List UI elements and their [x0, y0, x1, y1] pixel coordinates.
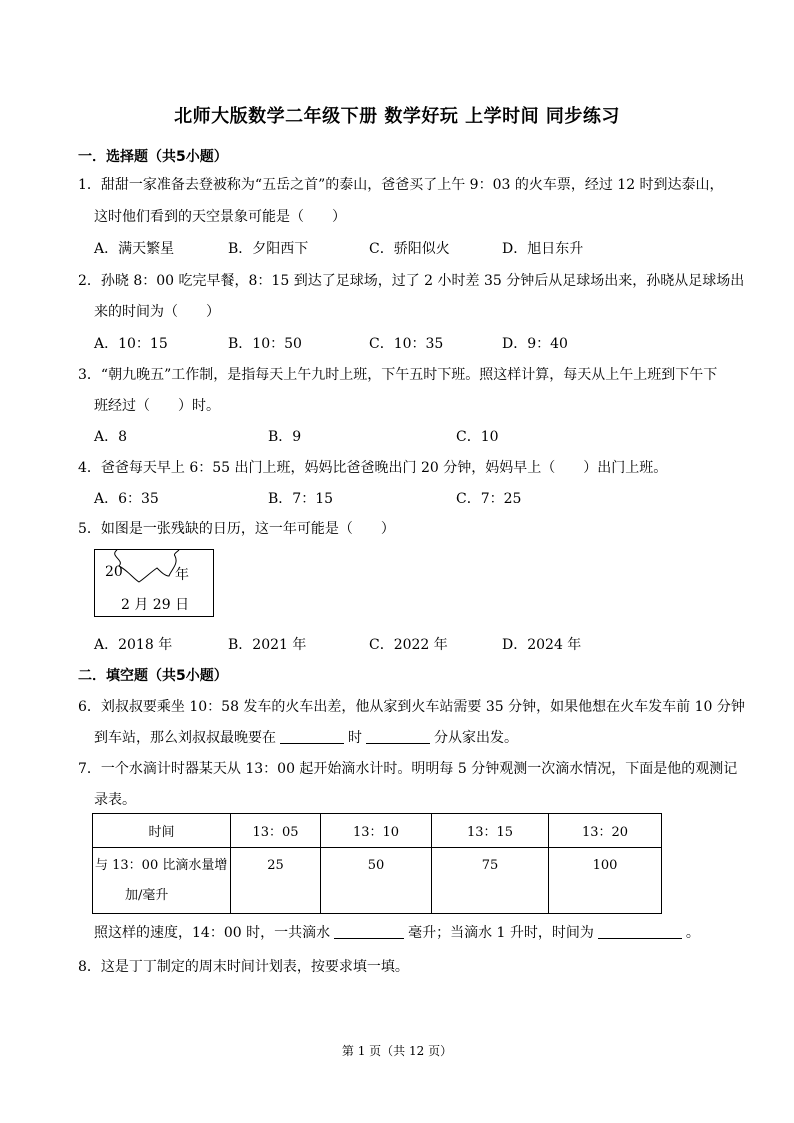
question-7-text-cont: 录表。 [94, 792, 136, 808]
q2-option-b: B．10：50 [228, 336, 302, 352]
calendar-year-prefix: 20 [105, 564, 123, 580]
question-6-text: 6．刘叔叔要乘坐 10：58 发车的火车出差，他从家到火车站需要 35 分钟，如果他想在火车发车前 10 分钟 [78, 699, 745, 715]
section-heading-fill: 二．填空题（共5小题） [78, 668, 228, 684]
question-8-text: 8．这是丁丁制定的周末时间计划表，按要求填一填。 [78, 959, 409, 975]
q1-option-d: D．旭日东升 [502, 241, 584, 257]
table-header-amount-line2: 加/毫升 [125, 887, 169, 903]
table-cell-amount: 100 [549, 848, 662, 914]
table-cell-amount: 25 [231, 848, 321, 914]
q4-option-c: C．7：25 [456, 491, 522, 507]
q2-option-d: D．9：40 [502, 336, 568, 352]
section-heading-choice: 一．选择题（共5小题） [78, 149, 228, 165]
q2-option-a: A．10：15 [94, 336, 168, 352]
torn-calendar-figure [94, 549, 214, 617]
question-3-text-cont: 班经过（ ）时。 [94, 398, 220, 414]
q6-minute-blank[interactable] [366, 729, 430, 744]
q7-text-part-a: 照这样的速度，14：00 时，一共滴水 [94, 925, 331, 941]
table-cell-time: 13：20 [549, 814, 662, 848]
q7-text-part-c: 。 [685, 925, 700, 941]
question-3-text: 3．“朝九晚五”工作制，是指每天上午九时上班，下午五时下班。照这样计算，每天从上午上班到下午下 [78, 367, 718, 383]
question-4-text: 4．爸爸每天早上 6：55 出门上班，妈妈比爸爸晚出门 20 分钟，妈妈早上（ ）出门上班。 [78, 460, 668, 476]
table-cell-amount: 50 [321, 848, 432, 914]
question-7-followup [94, 922, 700, 942]
q6-hour-blank[interactable] [280, 729, 344, 744]
table-cell-time: 13：15 [432, 814, 549, 848]
q2-option-c: C．10：35 [369, 336, 444, 352]
q1-option-b: B．夕阳西下 [228, 241, 309, 257]
question-1-text: 1．甜甜一家准备去登被称为“五岳之首”的泰山，爸爸买了上午 9：03 的火车票，经过 12 时到达泰山， [78, 177, 724, 193]
table-cell-time: 13：10 [321, 814, 432, 848]
q6-text-part-b: 时 [348, 730, 362, 746]
q5-option-b: B．2021 年 [228, 637, 307, 653]
table-cell-amount: 75 [432, 848, 549, 914]
calendar-date: 2 月 29 日 [121, 597, 190, 613]
question-7-text: 7．一个水滴计时器某天从 13：00 起开始滴水计时。明明每 5 分钟观测一次滴水情况，下面是他的观测记 [78, 761, 738, 777]
q5-option-d: D．2024 年 [502, 637, 582, 653]
question-2-text-cont: 来的时间为（ ） [94, 304, 220, 320]
question-6-text-cont [94, 727, 518, 747]
q6-text-part-a: 到车站，那么刘叔叔最晚要在 [94, 730, 276, 746]
q4-option-a: A．6：35 [94, 491, 159, 507]
question-2-text: 2．孙晓 8：00 吃完早餐，8：15 到达了足球场，过了 2 小时差 35 分钟后从足球场出来，孙晓从足球场出 [78, 273, 745, 289]
q5-option-a: A．2018 年 [94, 637, 173, 653]
question-5-text: 5．如图是一张残缺的日历，这一年可能是（ ） [78, 521, 395, 537]
q7-amount-blank[interactable] [334, 924, 404, 939]
observation-table [92, 813, 662, 914]
calendar-year-suffix: 年 [175, 567, 189, 583]
table-header-amount-line1: 与 13：00 比滴水量增 [95, 857, 228, 873]
q1-option-a: A．满天繁星 [94, 241, 175, 257]
q1-option-c: C．骄阳似火 [369, 241, 450, 257]
q6-text-part-c: 分从家出发。 [434, 730, 518, 746]
q4-option-b: B．7：15 [268, 491, 334, 507]
page-footer: 第 1 页（共 12 页） [341, 1044, 453, 1058]
page-title: 北师大版数学二年级下册 数学好玩 上学时间 同步练习 [174, 106, 620, 127]
table-header-time: 时间 [93, 814, 231, 848]
q5-option-c: C．2022 年 [369, 637, 448, 653]
q3-option-a: A．8 [94, 429, 128, 445]
table-header-amount [93, 848, 231, 914]
q7-time-blank[interactable] [598, 924, 682, 939]
q3-option-b: B．9 [268, 429, 302, 445]
q3-option-c: C．10 [456, 429, 499, 445]
question-1-text-cont: 这时他们看到的天空景象可能是（ ） [94, 209, 346, 225]
table-row [93, 814, 662, 848]
table-cell-time: 13：05 [231, 814, 321, 848]
table-row [93, 848, 662, 914]
q7-text-part-b: 毫升；当滴水 1 升时，时间为 [408, 925, 594, 941]
